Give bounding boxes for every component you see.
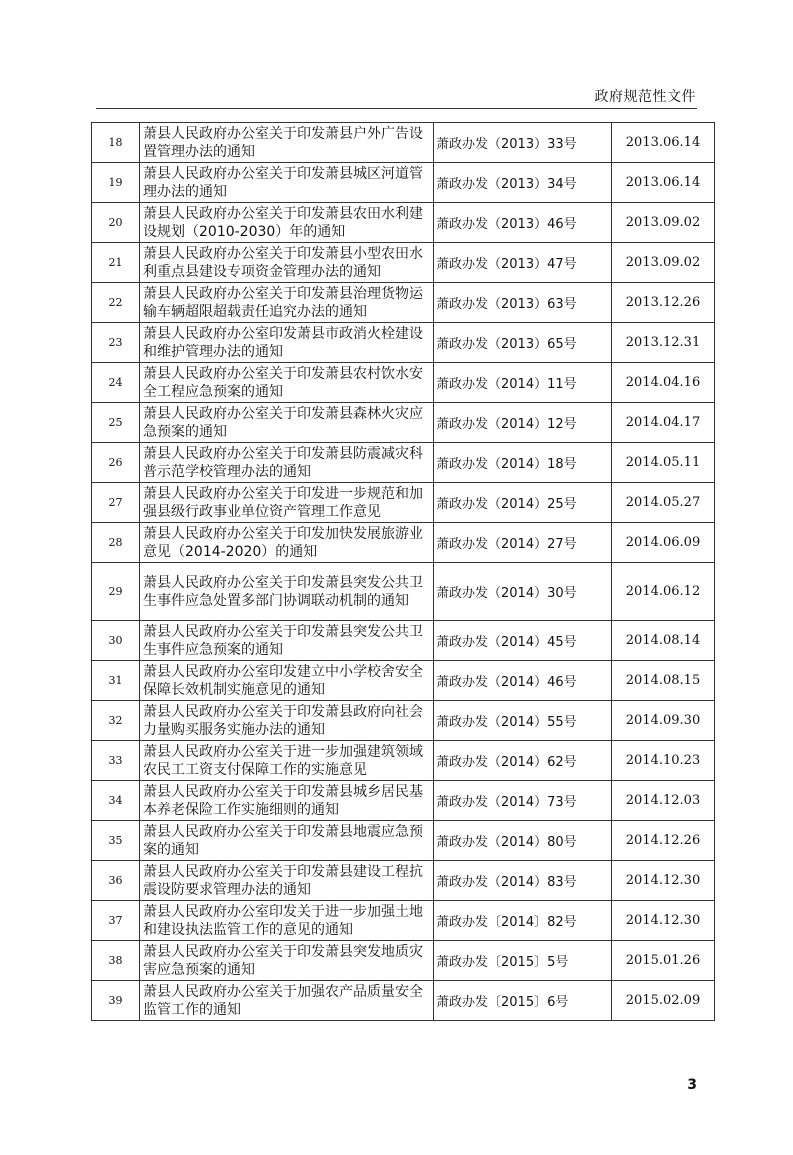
document-title-cell: 萧县人民政府办公室印发萧县市政消火栓建设和维护管理办法的通知 xyxy=(140,323,434,363)
document-date-cell: 2014.06.12 xyxy=(612,563,715,621)
document-number-cell: 萧政办发（2014）83号 xyxy=(434,861,612,901)
document-date-cell: 2014.05.27 xyxy=(612,483,715,523)
document-title-cell: 萧县人民政府办公室关于印发萧县森林火灾应急预案的通知 xyxy=(140,403,434,443)
document-title-cell: 萧县人民政府办公室关于印发萧县突发公共卫生事件应急预案的通知 xyxy=(140,621,434,661)
document-number-cell: 萧政办发（2014）27号 xyxy=(434,523,612,563)
table-row xyxy=(92,403,715,443)
document-date-cell: 2014.05.11 xyxy=(612,443,715,483)
row-number-cell: 26 xyxy=(92,443,140,483)
document-number-cell: 萧政办发（2013）65号 xyxy=(434,323,612,363)
row-number-cell: 30 xyxy=(92,621,140,661)
table-row xyxy=(92,163,715,203)
row-number-cell: 21 xyxy=(92,243,140,283)
header-divider xyxy=(96,108,697,109)
row-number-cell: 18 xyxy=(92,123,140,163)
document-number-cell: 萧政办发（2014）18号 xyxy=(434,443,612,483)
row-number-cell: 34 xyxy=(92,781,140,821)
document-number-cell: 萧政办发（2013）34号 xyxy=(434,163,612,203)
document-number-cell: 萧政办发（2014）73号 xyxy=(434,781,612,821)
document-date-cell: 2014.12.03 xyxy=(612,781,715,821)
row-number-cell: 29 xyxy=(92,563,140,621)
table-row xyxy=(92,781,715,821)
row-number-cell: 23 xyxy=(92,323,140,363)
document-number-cell: 萧政办发（2014）12号 xyxy=(434,403,612,443)
document-number-cell: 萧政办发〔2014〕82号 xyxy=(434,901,612,941)
document-number-cell: 萧政办发（2014）55号 xyxy=(434,701,612,741)
document-date-cell: 2014.12.26 xyxy=(612,821,715,861)
document-date-cell: 2015.02.09 xyxy=(612,981,715,1021)
document-title-cell: 萧县人民政府办公室关于印发萧县治理货物运输车辆超限超载责任追究办法的通知 xyxy=(140,283,434,323)
row-number-cell: 35 xyxy=(92,821,140,861)
document-date-cell: 2013.12.31 xyxy=(612,323,715,363)
table-row xyxy=(92,941,715,981)
document-number-cell: 萧政办发（2014）46号 xyxy=(434,661,612,701)
document-title-cell: 萧县人民政府办公室关于印发萧县小型农田水利重点县建设专项资金管理办法的通知 xyxy=(140,243,434,283)
document-number-cell: 萧政办发（2014）11号 xyxy=(434,363,612,403)
document-title-cell: 萧县人民政府办公室关于印发萧县农田水利建设规划（2010-2030）年的通知 xyxy=(140,203,434,243)
table-row xyxy=(92,563,715,621)
document-title-cell: 萧县人民政府办公室关于印发萧县城区河道管理办法的通知 xyxy=(140,163,434,203)
document-number-cell: 萧政办发〔2015〕6号 xyxy=(434,981,612,1021)
table-row xyxy=(92,981,715,1021)
table-row xyxy=(92,483,715,523)
table-row xyxy=(92,861,715,901)
document-date-cell: 2014.08.15 xyxy=(612,661,715,701)
document-date-cell: 2013.09.02 xyxy=(612,203,715,243)
row-number-cell: 19 xyxy=(92,163,140,203)
document-number-cell: 萧政办发（2014）45号 xyxy=(434,621,612,661)
document-number-cell: 萧政办发〔2015〕5号 xyxy=(434,941,612,981)
document-date-cell: 2014.09.30 xyxy=(612,701,715,741)
document-date-cell: 2015.01.26 xyxy=(612,941,715,981)
row-number-cell: 20 xyxy=(92,203,140,243)
page-header-title: 政府规范性文件 xyxy=(594,89,696,105)
row-number-cell: 36 xyxy=(92,861,140,901)
document-number-cell: 萧政办发（2014）62号 xyxy=(434,741,612,781)
document-number-cell: 萧政办发（2013）63号 xyxy=(434,283,612,323)
document-date-cell: 2014.04.17 xyxy=(612,403,715,443)
page-number: 3 xyxy=(687,1077,697,1093)
document-number-cell: 萧政办发（2013）33号 xyxy=(434,123,612,163)
row-number-cell: 25 xyxy=(92,403,140,443)
documents-table-body xyxy=(92,123,715,1021)
documents-table xyxy=(91,122,715,1021)
table-row xyxy=(92,661,715,701)
document-title-cell: 萧县人民政府办公室印发关于进一步加强土地和建设执法监管工作的意见的通知 xyxy=(140,901,434,941)
table-row xyxy=(92,323,715,363)
document-title-cell: 萧县人民政府办公室关于印发加快发展旅游业意见（2014-2020）的通知 xyxy=(140,523,434,563)
row-number-cell: 38 xyxy=(92,941,140,981)
table-row xyxy=(92,523,715,563)
row-number-cell: 22 xyxy=(92,283,140,323)
table-row xyxy=(92,701,715,741)
row-number-cell: 32 xyxy=(92,701,140,741)
row-number-cell: 31 xyxy=(92,661,140,701)
document-title-cell: 萧县人民政府办公室关于印发萧县突发公共卫生事件应急处置多部门协调联动机制的通知 xyxy=(140,563,434,621)
row-number-cell: 33 xyxy=(92,741,140,781)
document-date-cell: 2014.04.16 xyxy=(612,363,715,403)
document-number-cell: 萧政办发（2014）25号 xyxy=(434,483,612,523)
table-row xyxy=(92,443,715,483)
document-date-cell: 2013.06.14 xyxy=(612,123,715,163)
document-date-cell: 2014.12.30 xyxy=(612,901,715,941)
document-date-cell: 2013.12.26 xyxy=(612,283,715,323)
document-number-cell: 萧政办发（2014）30号 xyxy=(434,563,612,621)
row-number-cell: 39 xyxy=(92,981,140,1021)
document-number-cell: 萧政办发（2013）47号 xyxy=(434,243,612,283)
table-row xyxy=(92,363,715,403)
table-row xyxy=(92,283,715,323)
row-number-cell: 27 xyxy=(92,483,140,523)
document-number-cell: 萧政办发（2013）46号 xyxy=(434,203,612,243)
document-title-cell: 萧县人民政府办公室关于印发萧县防震减灾科普示范学校管理办法的通知 xyxy=(140,443,434,483)
document-title-cell: 萧县人民政府办公室关于进一步加强建筑领域农民工工资支付保障工作的实施意见 xyxy=(140,741,434,781)
document-date-cell: 2014.06.09 xyxy=(612,523,715,563)
table-row xyxy=(92,821,715,861)
document-date-cell: 2013.06.14 xyxy=(612,163,715,203)
table-row xyxy=(92,901,715,941)
document-date-cell: 2014.10.23 xyxy=(612,741,715,781)
document-title-cell: 萧县人民政府办公室关于加强农产品质量安全监管工作的通知 xyxy=(140,981,434,1021)
document-title-cell: 萧县人民政府办公室关于印发萧县建设工程抗震设防要求管理办法的通知 xyxy=(140,861,434,901)
table-row xyxy=(92,621,715,661)
document-title-cell: 萧县人民政府办公室关于印发萧县突发地质灾害应急预案的通知 xyxy=(140,941,434,981)
document-title-cell: 萧县人民政府办公室关于印发萧县户外广告设置管理办法的通知 xyxy=(140,123,434,163)
table-row xyxy=(92,123,715,163)
row-number-cell: 37 xyxy=(92,901,140,941)
document-title-cell: 萧县人民政府办公室关于印发萧县地震应急预案的通知 xyxy=(140,821,434,861)
document-date-cell: 2014.08.14 xyxy=(612,621,715,661)
table-row xyxy=(92,243,715,283)
document-title-cell: 萧县人民政府办公室关于印发进一步规范和加强县级行政事业单位资产管理工作意见 xyxy=(140,483,434,523)
document-title-cell: 萧县人民政府办公室关于印发萧县政府向社会力量购买服务实施办法的通知 xyxy=(140,701,434,741)
document-title-cell: 萧县人民政府办公室关于印发萧县城乡居民基本养老保险工作实施细则的通知 xyxy=(140,781,434,821)
row-number-cell: 24 xyxy=(92,363,140,403)
document-number-cell: 萧政办发（2014）80号 xyxy=(434,821,612,861)
table-row xyxy=(92,741,715,781)
table-row xyxy=(92,203,715,243)
row-number-cell: 28 xyxy=(92,523,140,563)
document-date-cell: 2013.09.02 xyxy=(612,243,715,283)
document-title-cell: 萧县人民政府办公室关于印发萧县农村饮水安全工程应急预案的通知 xyxy=(140,363,434,403)
document-date-cell: 2014.12.30 xyxy=(612,861,715,901)
document-title-cell: 萧县人民政府办公室印发建立中小学校舍安全保障长效机制实施意见的通知 xyxy=(140,661,434,701)
